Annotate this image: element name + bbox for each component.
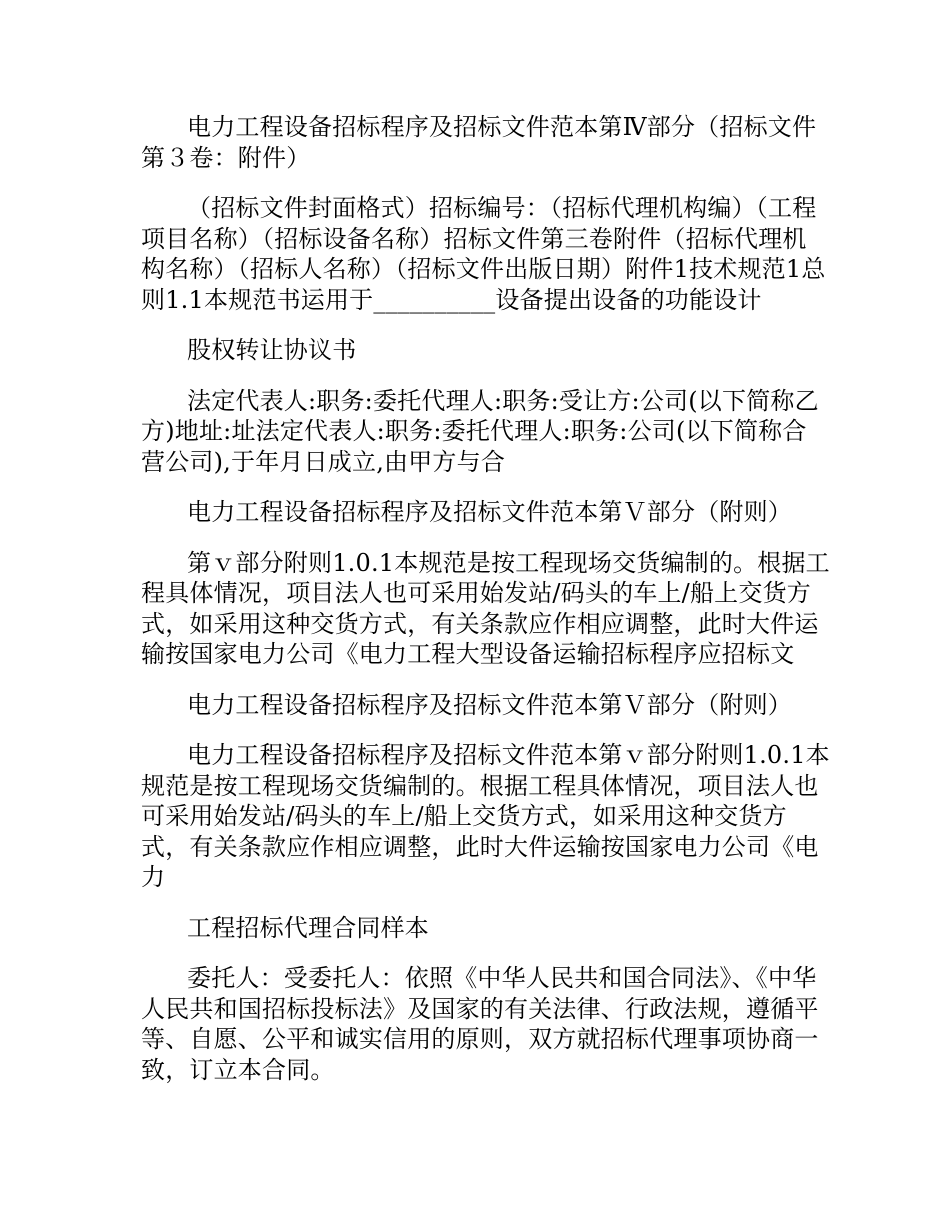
paragraph-part5-appendix: 第ｖ部分附则1.0.1本规范是按工程现场交货编制的。根据工程具体情况，项目法人也可采用始发站/码头的车上/船上交货方式，如采用这种交货方式，有关条款应作相应调整，此时大件运输按国家电力公司《电力工程大型设备运输招标程序应招标文 bbox=[141, 548, 830, 668]
paragraph-agency-contract-body: 委托人：受委托人：依照《中华人民共和国合同法》、《中华人民共和国招标投标法》及国家的有关法律、行政法规，遵循平等、自愿、公平和诚实信用的原则，双方就招标代理事项协商一致，订立本合同。 bbox=[141, 964, 819, 1084]
heading-agency-contract: 工程招标代理合同样本 bbox=[187, 913, 429, 942]
heading-equity-transfer: 股权转让协议书 bbox=[187, 336, 357, 364]
heading-bidding-docs-part5: 电力工程设备招标程序及招标文件范本第Ｖ部分（附则） bbox=[187, 498, 792, 526]
paragraph-equity-parties: 法定代表人:职务:委托代理人:职务:受让方:公司(以下简称乙方)地址:址法定代表人:职务:委托代理人:职务:公司(以下简称合营公司),于年月日成立,由甲方与合 bbox=[141, 386, 819, 476]
paragraph-cover-format: （招标文件封面格式）招标编号：（招标代理机构编）（工程项目名称）（招标设备名称）招标文件第三卷附件（招标代理机构名称）（招标人名称）（招标文件出版日期）附件1技术规范1总则1.1本规范书运用于__________设备提出设备的功能设计 bbox=[141, 194, 826, 314]
heading-bidding-docs-part5-repeat: 电力工程设备招标程序及招标文件范本第Ｖ部分（附则） bbox=[187, 690, 792, 719]
paragraph-part5-appendix-full: 电力工程设备招标程序及招标文件范本第ｖ部分附则1.0.1本规范是按工程现场交货编制的。根据工程具体情况，项目法人也可采用始发站/码头的车上/船上交货方式，如采用这种交货方式，有关条款应作相应调整，此时大件运输按国家电力公司《电力 bbox=[141, 741, 830, 891]
heading-bidding-docs-part4: 电力工程设备招标程序及招标文件范本第Ⅳ部分（招标文件第３卷：附件） bbox=[141, 113, 817, 172]
